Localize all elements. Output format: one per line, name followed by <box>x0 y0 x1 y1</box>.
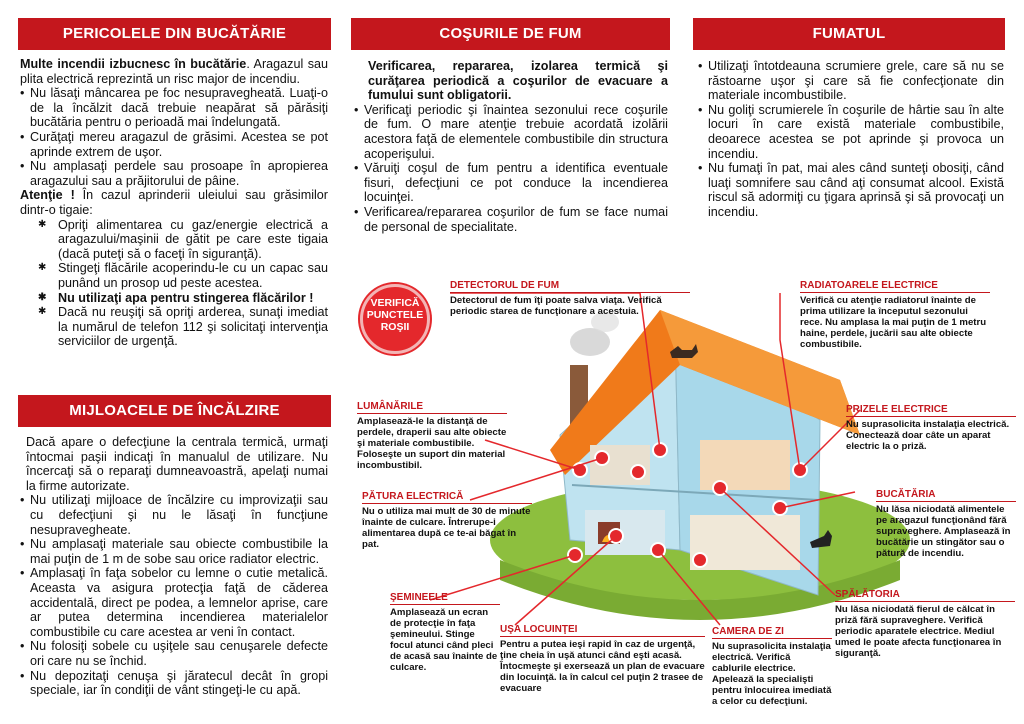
label-title: CAMERA DE ZI <box>712 626 832 639</box>
label-title: PRIZELE ELECTRICE <box>846 404 1016 417</box>
label-text: Detectorul de fum îţi poate salva viaţa. Verifică periodic starea de funcţionare a acestuia. <box>450 295 662 317</box>
label-text: Nu o utiliza mai mult de 30 de minute înainte de culcare. Întrerupe-i alimentarea după ce te-ai băgat în pat. <box>362 506 531 550</box>
chimney-text <box>354 59 668 234</box>
label-text: Nu lăsa niciodată fierul de călcat în priză fără supraveghere. Verifică periodic aparatele electrice. Mediul umed le poate afecta funcţionarea în siguranţă. <box>835 604 1002 659</box>
list-item: • Verificaţi periodic şi înaintea sezonului rece coşurile de fum. O mare atenţie trebuie acordată izolării acestora faţă de elementele combustibile din structura acoperişului. <box>354 103 668 161</box>
label-smoke-detector <box>450 280 690 317</box>
list-item: • Nu lăsaţi mâncarea pe foc nesupravegheată. Luaţi-o de la încălzit dacă trebuie neapărat să părăsiţi bucătăria pentru o perioadă mai îndelungată. <box>20 86 328 130</box>
label-fireplaces <box>390 592 500 673</box>
label-title: RADIATOARELE ELECTRICE <box>800 280 990 293</box>
list-item: • Nu amplasaţi materiale sau obiecte combustibile la mai puţin de 1 m de sobe sau orice radiator electric. <box>20 537 328 566</box>
label-title: LUMÂNĂRILE <box>357 401 507 414</box>
list-item: • Nu goliţi scrumierele în coşurile de hârtie sau în alte locuri în care există materiale combustibile, deoarece acestea se pot aprinde şi provoca un incendiu. <box>698 103 1004 161</box>
warning-rest: În cazul aprinderii uleiului sau grăsimilor dintr-o tigaie: <box>20 188 328 217</box>
chimney-header: COŞURILE DE FUM <box>351 18 670 50</box>
list-item: • Nu depozitaţi cenuşa şi jăratecul decât în gropi speciale, iar în condiţii de vânt stingeţi-le cu apă. <box>20 669 328 698</box>
list-item: • Nu folosiţi sobele cu uşiţele sau cenuşarele defecte ori care nu se închid. <box>20 639 328 668</box>
room-upper-right <box>700 440 790 490</box>
red-point <box>631 465 645 479</box>
label-title: SPĂLĂTORIA <box>835 589 1015 602</box>
label-title: PĂTURA ELECTRICĂ <box>362 491 532 504</box>
label-title: BUCĂTĂRIA <box>876 489 1016 502</box>
list-item: • Văruiţi coşul de fum pentru a identifica eventuale fisuri, defecţiuni ce pot conduce la incendierea locuinţei. <box>354 161 668 205</box>
warning-bold: Atenţie ! <box>20 188 75 203</box>
label-title: UŞA LOCUINŢEI <box>500 624 705 637</box>
label-text: Amplasează un ecran de protecţie în faţa şemineului. Stinge focul atunci când pleci de acasă sau înainte de culcare. <box>390 607 498 673</box>
label-title: ŞEMINEELE <box>390 592 500 605</box>
list-item: ✱ Stingeţi flăcările acoperindu-le cu un capac sau punând un prosop ud peste acestea. <box>20 261 328 290</box>
heating-text <box>20 435 328 698</box>
list-item: • Amplasaţi în faţa sobelor cu lemne o cutie metalică. Aceasta va asigura protecţia faţă de căderea accidentală, direct pe podea, a lemnelor aprise, care ar putea determina incendierea materialelor combustibile cu care acestea ar veni în contact. <box>20 566 328 639</box>
label-kitchen <box>876 489 1016 559</box>
kitchen-hazards-header: PERICOLELE DIN BUCĂTĂRIE <box>18 18 331 50</box>
label-electric-blanket <box>362 491 532 550</box>
smoke <box>570 328 610 356</box>
chimney-intro: Verificarea, repararea, izolarea termică şi curăţarea periodică a coşurilor de evacuare a fumului sunt obligatorii. <box>368 59 668 103</box>
label-electric-radiators <box>800 280 990 350</box>
kitchen-hazards-text <box>20 57 328 349</box>
label-text: Nu lăsa niciodată alimentele pe aragazul funcţionând fără supraveghere. Amplasează în bucătărie un stingător sau o pătură de incendiu. <box>876 504 1011 559</box>
label-title: DETECTORUL DE FUM <box>450 280 690 293</box>
list-item: ✱ Nu utilizaţi apa pentru stingerea flăcărilor ! <box>20 291 328 306</box>
kitchen-intro-bold: Multe incendii izbucnesc în bucătărie <box>20 57 247 71</box>
label-text: Pentru a putea ieşi rapid în caz de urgenţă, ţine cheia în uşă atunci când eşti acasă. Întocmeşte şi exersează un plan de evacuare din locuinţă. la în calcul cel puţin 2 trasee de evacuare <box>500 639 705 694</box>
label-laundry <box>835 589 1015 659</box>
list-item: ✱ Opriţi alimentarea cu gaz/energie electrică a aragazului/maşinii de gătit pe care este tigaia (dacă puteţi să o faceţi în siguranţă). <box>20 218 328 262</box>
red-point <box>693 553 707 567</box>
label-text: Nu suprasolicita instalaţia electrică. Verifică cablurile electrice. Apelează la specialişti pentru înlocuirea imediată a celor cu defecţiuni. <box>712 641 832 707</box>
list-item: • Verificarea/repararea coşurilor de fum se face numai de personal de specialitate. <box>354 205 668 234</box>
label-candles <box>357 401 507 471</box>
smoking-text <box>698 59 1004 220</box>
label-living-room <box>712 626 832 707</box>
smoking-header: FUMATUL <box>693 18 1005 50</box>
list-item: • Nu fumaţi în pat, mai ales când sunteţi obosiţi, când luaţi somnifere sau când aţi consumat alcool. Există riscul să adormiţi cu ţigara aprinsă şi să provocaţi un incendiu. <box>698 161 1004 219</box>
label-text: Amplasează-le la distanţă de perdele, draperii sau alte obiecte şi materiale combustibile. Foloseşte un suport din material incombustibil. <box>357 416 507 471</box>
label-front-door <box>500 624 705 694</box>
kitchen-intro-rest: . Aragazul sau plita electrică reprezintă un risc major de incendiu. <box>20 57 329 86</box>
label-text: Verifică cu atenţie radiatorul înainte de prima utilizare la începutul sezonului rece. Nu amplasa la mai puţin de 1 metru haine, perdele, jucării sau alte obiecte combustibile. <box>800 295 987 350</box>
label-electric-sockets <box>846 404 1016 452</box>
heating-header: MIJLOACELE DE ÎNCĂLZIRE <box>18 395 331 427</box>
list-item: • Curăţaţi mereu aragazul de grăsimi. Acestea se pot aprinde extrem de uşor. <box>20 130 328 159</box>
list-item: ✱ Dacă nu reuşiţi să opriţi arderea, sunaţi imediat la numărul de telefon 112 şi solicitaţi intervenţia serviciilor de urgenţă. <box>20 305 328 349</box>
list-item: • Nu utilizaţi mijloace de încălzire cu improvizaţii sau cu defecţiuni şi nu le lăsaţi în funcţiune nesupravegheate. <box>20 493 328 537</box>
check-red-points-badge: VERIFICĂ PUNCTELE ROŞII <box>360 284 430 354</box>
list-item: • Utilizaţi întotdeauna scrumiere grele, care să nu se răstoarne uşor şi care să fie confecţionate din materiale incombustibile. <box>698 59 1004 103</box>
list-item: • Nu amplasaţi perdele sau prosoape în apropierea aragazului sau a prăjitorului de pâine. <box>20 159 328 188</box>
heating-intro: Dacă apare o defecţiune la centrala termică, urmaţi întocmai paşii indicaţi în manualul de utilizare. Nu încercaţi să o reparaţi dumneavoastră, apelaţi numai la firme autorizate. <box>26 435 328 493</box>
label-text: Nu suprasolicita instalaţia electrică. Conectează doar câte un aparat electric la o priză. <box>846 419 1010 452</box>
